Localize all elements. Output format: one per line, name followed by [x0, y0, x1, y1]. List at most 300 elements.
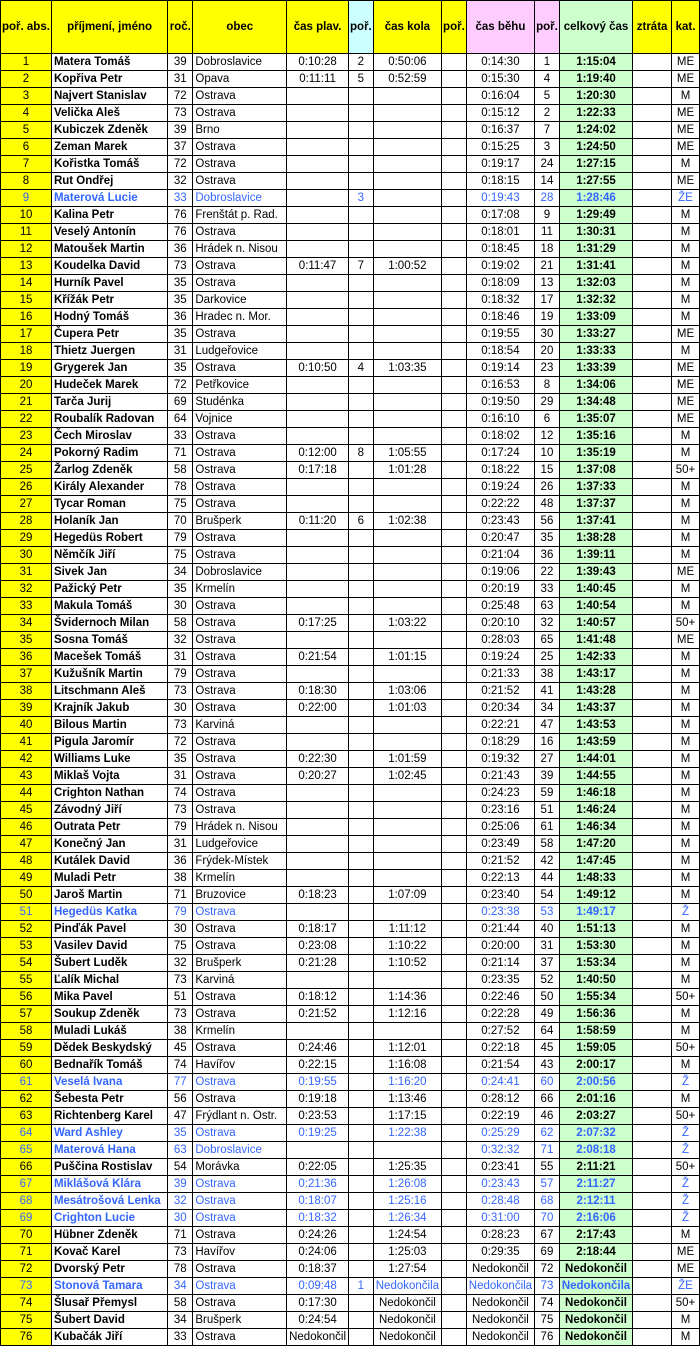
cell-run-time: 0:28:12 — [466, 1091, 534, 1108]
cell-swim-rank — [349, 309, 374, 326]
cell-swim-rank — [349, 139, 374, 156]
cell-year: 33 — [168, 190, 193, 207]
cell-swim-rank — [349, 1006, 374, 1023]
cell-town: Havířov — [193, 1057, 287, 1074]
cell-name: Holaník Jan — [51, 513, 167, 530]
cell-year: 47 — [168, 1108, 193, 1125]
cell-swim-rank — [349, 275, 374, 292]
table-row — [1, 496, 700, 513]
cell-bike-time: 1:16:08 — [373, 1057, 441, 1074]
cell-name: Grygerek Jan — [51, 360, 167, 377]
cell-category: ME — [671, 54, 699, 71]
cell-year: 58 — [168, 462, 193, 479]
cell-bike-rank — [442, 105, 467, 122]
cell-total-time: 1:53:34 — [559, 955, 632, 972]
cell-bike-rank — [442, 1125, 467, 1142]
cell-year: 35 — [168, 581, 193, 598]
cell-swim-rank: 7 — [349, 258, 374, 275]
cell-rank: 59 — [1, 1040, 52, 1057]
cell-swim-time: 0:20:27 — [287, 768, 349, 785]
cell-swim-time: 0:22:05 — [287, 1159, 349, 1176]
cell-swim-time: 0:21:36 — [287, 1176, 349, 1193]
cell-loss — [633, 1159, 672, 1176]
cell-rank: 13 — [1, 258, 52, 275]
cell-bike-rank — [442, 343, 467, 360]
cell-run-rank: 66 — [535, 1091, 560, 1108]
cell-category: ME — [671, 122, 699, 139]
cell-bike-time: 1:03:22 — [373, 615, 441, 632]
cell-bike-time — [373, 411, 441, 428]
cell-run-rank: 27 — [535, 751, 560, 768]
cell-run-time: 0:18:15 — [466, 173, 534, 190]
cell-bike-time — [373, 88, 441, 105]
cell-total-time: 1:24:50 — [559, 139, 632, 156]
cell-category: M — [671, 870, 699, 887]
cell-total-time: 2:00:17 — [559, 1057, 632, 1074]
cell-name: Muladi Petr — [51, 870, 167, 887]
cell-rank: 2 — [1, 71, 52, 88]
cell-total-time: 2:16:06 — [559, 1210, 632, 1227]
cell-category: M — [671, 1057, 699, 1074]
cell-swim-rank — [349, 1108, 374, 1125]
table-row — [1, 836, 700, 853]
cell-name: Šebesta Petr — [51, 1091, 167, 1108]
cell-bike-time — [373, 241, 441, 258]
cell-run-rank: 29 — [535, 394, 560, 411]
cell-year: 35 — [168, 292, 193, 309]
cell-total-time: 1:29:49 — [559, 207, 632, 224]
cell-bike-time — [373, 717, 441, 734]
cell-run-time: 0:15:30 — [466, 71, 534, 88]
cell-run-time: 0:21:04 — [466, 547, 534, 564]
cell-run-rank: 65 — [535, 632, 560, 649]
cell-name: Bednařík Tomáš — [51, 1057, 167, 1074]
cell-town: Ostrava — [193, 904, 287, 921]
cell-total-time: 1:41:48 — [559, 632, 632, 649]
cell-rank: 39 — [1, 700, 52, 717]
cell-swim-time — [287, 1023, 349, 1040]
cell-town: Ostrava — [193, 785, 287, 802]
cell-run-time: 0:16:37 — [466, 122, 534, 139]
cell-town: Ostrava — [193, 156, 287, 173]
cell-category: M — [671, 156, 699, 173]
cell-year: 30 — [168, 921, 193, 938]
cell-total-time: 1:49:12 — [559, 887, 632, 904]
cell-category: M — [671, 683, 699, 700]
cell-swim-time — [287, 139, 349, 156]
cell-swim-rank — [349, 853, 374, 870]
cell-loss — [633, 581, 672, 598]
cell-town: Karviná — [193, 972, 287, 989]
table-row — [1, 853, 700, 870]
cell-swim-time — [287, 309, 349, 326]
cell-run-time: 0:28:23 — [466, 1227, 534, 1244]
cell-run-rank: 57 — [535, 1176, 560, 1193]
cell-year: 73 — [168, 683, 193, 700]
cell-rank: 63 — [1, 1108, 52, 1125]
cell-bike-time — [373, 496, 441, 513]
cell-swim-rank — [349, 1159, 374, 1176]
cell-total-time: 1:51:13 — [559, 921, 632, 938]
cell-category: ME — [671, 105, 699, 122]
col-loss: ztráta — [633, 1, 672, 54]
table-row — [1, 649, 700, 666]
cell-bike-time — [373, 292, 441, 309]
cell-category: M — [671, 921, 699, 938]
cell-rank: 65 — [1, 1142, 52, 1159]
cell-year: 73 — [168, 1244, 193, 1261]
cell-name: Krajník Jakub — [51, 700, 167, 717]
cell-total-time: 1:59:05 — [559, 1040, 632, 1057]
cell-category: M — [671, 717, 699, 734]
cell-town: Ostrava — [193, 258, 287, 275]
cell-swim-time: 0:24:54 — [287, 1312, 349, 1329]
table-row — [1, 377, 700, 394]
cell-town: Krmelín — [193, 1023, 287, 1040]
cell-year: 35 — [168, 751, 193, 768]
cell-town: Hrádek n. Nisou — [193, 819, 287, 836]
cell-rank: 19 — [1, 360, 52, 377]
cell-bike-rank — [442, 972, 467, 989]
cell-year: 75 — [168, 547, 193, 564]
cell-loss — [633, 309, 672, 326]
cell-swim-rank — [349, 751, 374, 768]
cell-swim-rank — [349, 921, 374, 938]
cell-bike-rank — [442, 836, 467, 853]
cell-bike-time: 1:12:16 — [373, 1006, 441, 1023]
cell-run-rank: 26 — [535, 479, 560, 496]
cell-year: 36 — [168, 241, 193, 258]
col-run-rank: poř. — [535, 1, 560, 54]
cell-bike-rank — [442, 54, 467, 71]
cell-bike-rank — [442, 615, 467, 632]
cell-rank: 42 — [1, 751, 52, 768]
cell-run-rank: 62 — [535, 1125, 560, 1142]
cell-bike-time: 0:52:59 — [373, 71, 441, 88]
cell-bike-rank — [442, 1142, 467, 1159]
cell-category: M — [671, 751, 699, 768]
cell-run-time: 0:18:45 — [466, 241, 534, 258]
cell-year: 33 — [168, 1329, 193, 1346]
cell-bike-rank — [442, 275, 467, 292]
cell-swim-time — [287, 632, 349, 649]
cell-rank: 5 — [1, 122, 52, 139]
cell-run-time: 0:27:52 — [466, 1023, 534, 1040]
cell-run-rank: 43 — [535, 1057, 560, 1074]
cell-year: 72 — [168, 377, 193, 394]
cell-town: Ostrava — [193, 173, 287, 190]
cell-swim-rank — [349, 802, 374, 819]
cell-town: Ostrava — [193, 649, 287, 666]
cell-loss — [633, 1040, 672, 1057]
cell-town: Krmelín — [193, 870, 287, 887]
cell-swim-rank — [349, 1176, 374, 1193]
cell-rank: 7 — [1, 156, 52, 173]
cell-run-time: 0:23:16 — [466, 802, 534, 819]
cell-run-rank: 58 — [535, 836, 560, 853]
cell-name: Pažický Petr — [51, 581, 167, 598]
table-row — [1, 88, 700, 105]
cell-category: M — [671, 496, 699, 513]
cell-swim-time: 0:18:32 — [287, 1210, 349, 1227]
cell-total-time: 1:34:48 — [559, 394, 632, 411]
cell-run-rank: 31 — [535, 938, 560, 955]
cell-town: Ostrava — [193, 1040, 287, 1057]
cell-category: M — [671, 1312, 699, 1329]
cell-bike-time: 1:25:35 — [373, 1159, 441, 1176]
cell-swim-time: 0:17:30 — [287, 1295, 349, 1312]
table-row — [1, 326, 700, 343]
cell-town: Darkovice — [193, 292, 287, 309]
cell-bike-rank — [442, 479, 467, 496]
cell-town: Dobroslavice — [193, 1142, 287, 1159]
cell-rank: 21 — [1, 394, 52, 411]
table-row — [1, 921, 700, 938]
cell-swim-time — [287, 581, 349, 598]
cell-swim-time — [287, 241, 349, 258]
cell-swim-time: 0:18:07 — [287, 1193, 349, 1210]
cell-run-rank: 12 — [535, 428, 560, 445]
cell-swim-rank: 2 — [349, 54, 374, 71]
cell-category: M — [671, 887, 699, 904]
cell-loss — [633, 1142, 672, 1159]
cell-bike-rank — [442, 734, 467, 751]
cell-bike-rank — [442, 1159, 467, 1176]
cell-bike-time — [373, 870, 441, 887]
cell-name: Pokorný Radim — [51, 445, 167, 462]
cell-rank: 41 — [1, 734, 52, 751]
cell-swim-rank — [349, 904, 374, 921]
table-row — [1, 1227, 700, 1244]
cell-category: ME — [671, 632, 699, 649]
cell-swim-rank — [349, 105, 374, 122]
cell-run-time: 0:19:24 — [466, 479, 534, 496]
cell-run-time: 0:21:14 — [466, 955, 534, 972]
cell-swim-rank — [349, 972, 374, 989]
cell-name: Jaroš Martin — [51, 887, 167, 904]
cell-bike-rank — [442, 292, 467, 309]
cell-total-time: 1:49:17 — [559, 904, 632, 921]
cell-run-time: 0:22:19 — [466, 1108, 534, 1125]
cell-total-time: 2:11:27 — [559, 1176, 632, 1193]
cell-bike-time — [373, 394, 441, 411]
cell-bike-time: Nedokončil — [373, 1295, 441, 1312]
table-row — [1, 156, 700, 173]
cell-rank: 49 — [1, 870, 52, 887]
cell-swim-time: 0:24:06 — [287, 1244, 349, 1261]
cell-category: M — [671, 292, 699, 309]
cell-category: M — [671, 581, 699, 598]
cell-bike-time — [373, 309, 441, 326]
cell-bike-time: 1:25:16 — [373, 1193, 441, 1210]
cell-total-time: 1:19:40 — [559, 71, 632, 88]
cell-run-time: 0:19:55 — [466, 326, 534, 343]
cell-total-time: 1:33:09 — [559, 309, 632, 326]
cell-name: Žarlog Zdeněk — [51, 462, 167, 479]
col-category: kat. — [671, 1, 699, 54]
cell-name: Kubačák Jiří — [51, 1329, 167, 1346]
cell-swim-rank — [349, 1142, 374, 1159]
cell-town: Brno — [193, 122, 287, 139]
cell-loss — [633, 1244, 672, 1261]
cell-run-time: 0:29:35 — [466, 1244, 534, 1261]
cell-swim-rank — [349, 1244, 374, 1261]
cell-town: Ostrava — [193, 224, 287, 241]
cell-town: Krmelín — [193, 581, 287, 598]
cell-category: M — [671, 666, 699, 683]
cell-bike-time — [373, 598, 441, 615]
cell-bike-rank — [442, 870, 467, 887]
cell-name: Thietz Juergen — [51, 343, 167, 360]
cell-run-rank: 15 — [535, 462, 560, 479]
cell-category: 50+ — [671, 1040, 699, 1057]
cell-year: 51 — [168, 989, 193, 1006]
cell-name: Hudeček Marek — [51, 377, 167, 394]
cell-bike-time — [373, 819, 441, 836]
table-row — [1, 717, 700, 734]
cell-total-time: 1:37:37 — [559, 496, 632, 513]
cell-rank: 11 — [1, 224, 52, 241]
col-swim-time: čas plav. — [287, 1, 349, 54]
cell-category: M — [671, 224, 699, 241]
cell-run-time: 0:23:41 — [466, 1159, 534, 1176]
cell-bike-rank — [442, 938, 467, 955]
cell-rank: 53 — [1, 938, 52, 955]
cell-town: Ostrava — [193, 445, 287, 462]
cell-category: ŽE — [671, 1278, 699, 1295]
cell-run-rank: 52 — [535, 972, 560, 989]
cell-swim-rank — [349, 173, 374, 190]
cell-town: Petřkovice — [193, 377, 287, 394]
cell-rank: 48 — [1, 853, 52, 870]
cell-run-time: 0:24:23 — [466, 785, 534, 802]
cell-run-time: 0:18:02 — [466, 428, 534, 445]
cell-category: 50+ — [671, 1295, 699, 1312]
cell-loss — [633, 411, 672, 428]
cell-year: 73 — [168, 258, 193, 275]
cell-swim-time: 0:18:23 — [287, 887, 349, 904]
cell-run-time: Nedokončil — [466, 1329, 534, 1346]
cell-year: 64 — [168, 411, 193, 428]
cell-name: Dědek Beskydský — [51, 1040, 167, 1057]
cell-total-time: 1:33:39 — [559, 360, 632, 377]
cell-total-time: 2:17:43 — [559, 1227, 632, 1244]
cell-run-rank: 68 — [535, 1193, 560, 1210]
cell-swim-rank — [349, 411, 374, 428]
table-row — [1, 139, 700, 156]
cell-run-time: 0:16:53 — [466, 377, 534, 394]
cell-loss — [633, 377, 672, 394]
cell-bike-rank — [442, 258, 467, 275]
cell-town: Ludgeřovice — [193, 343, 287, 360]
cell-total-time: 1:20:30 — [559, 88, 632, 105]
cell-swim-rank — [349, 88, 374, 105]
table-row — [1, 173, 700, 190]
cell-swim-time — [287, 836, 349, 853]
cell-name: Makula Tomáš — [51, 598, 167, 615]
cell-swim-time: 0:11:47 — [287, 258, 349, 275]
cell-run-time: 0:23:35 — [466, 972, 534, 989]
table-row — [1, 734, 700, 751]
cell-run-rank: 28 — [535, 190, 560, 207]
cell-town: Karviná — [193, 717, 287, 734]
cell-swim-time — [287, 326, 349, 343]
cell-total-time: 1:46:18 — [559, 785, 632, 802]
cell-run-time: Nedokončil — [466, 1261, 534, 1278]
cell-run-rank: 60 — [535, 1074, 560, 1091]
cell-loss — [633, 921, 672, 938]
cell-swim-time — [287, 717, 349, 734]
cell-loss — [633, 836, 672, 853]
cell-bike-time: 1:02:45 — [373, 768, 441, 785]
cell-loss — [633, 1210, 672, 1227]
table-row — [1, 1040, 700, 1057]
cell-bike-time — [373, 275, 441, 292]
table-row — [1, 666, 700, 683]
cell-year: 58 — [168, 615, 193, 632]
cell-swim-time — [287, 564, 349, 581]
cell-run-rank: 42 — [535, 853, 560, 870]
cell-run-rank: 47 — [535, 717, 560, 734]
cell-swim-time: 0:17:25 — [287, 615, 349, 632]
cell-bike-time: 1:05:55 — [373, 445, 441, 462]
cell-bike-time: 1:07:09 — [373, 887, 441, 904]
cell-loss — [633, 1227, 672, 1244]
cell-loss — [633, 428, 672, 445]
cell-bike-time: 1:26:34 — [373, 1210, 441, 1227]
cell-name: Kutálek David — [51, 853, 167, 870]
cell-year: 54 — [168, 1159, 193, 1176]
cell-bike-time: 1:01:03 — [373, 700, 441, 717]
cell-name: Hegedüs Katka — [51, 904, 167, 921]
cell-year: 73 — [168, 802, 193, 819]
table-row — [1, 513, 700, 530]
table-row — [1, 768, 700, 785]
cell-bike-time: 1:10:52 — [373, 955, 441, 972]
cell-swim-time — [287, 666, 349, 683]
cell-year: 36 — [168, 309, 193, 326]
cell-loss — [633, 326, 672, 343]
cell-run-rank: 14 — [535, 173, 560, 190]
cell-bike-rank — [442, 1210, 467, 1227]
cell-total-time: 1:56:36 — [559, 1006, 632, 1023]
cell-year: 38 — [168, 870, 193, 887]
cell-total-time: 1:15:04 — [559, 54, 632, 71]
cell-bike-rank — [442, 1193, 467, 1210]
cell-total-time: Nedokončil — [559, 1261, 632, 1278]
cell-bike-rank — [442, 156, 467, 173]
cell-run-rank: 71 — [535, 1142, 560, 1159]
table-row — [1, 1159, 700, 1176]
cell-category: ME — [671, 173, 699, 190]
cell-run-rank: 37 — [535, 955, 560, 972]
cell-loss — [633, 71, 672, 88]
cell-bike-rank — [442, 887, 467, 904]
cell-swim-rank — [349, 717, 374, 734]
table-row — [1, 105, 700, 122]
cell-loss — [633, 972, 672, 989]
cell-bike-time — [373, 224, 441, 241]
cell-run-time: 0:19:50 — [466, 394, 534, 411]
cell-year: 38 — [168, 1023, 193, 1040]
cell-bike-rank — [442, 632, 467, 649]
cell-swim-rank: 5 — [349, 71, 374, 88]
cell-name: Čupera Petr — [51, 326, 167, 343]
cell-name: Király Alexander — [51, 479, 167, 496]
cell-swim-time — [287, 428, 349, 445]
cell-swim-rank — [349, 428, 374, 445]
cell-town: Ostrava — [193, 1295, 287, 1312]
